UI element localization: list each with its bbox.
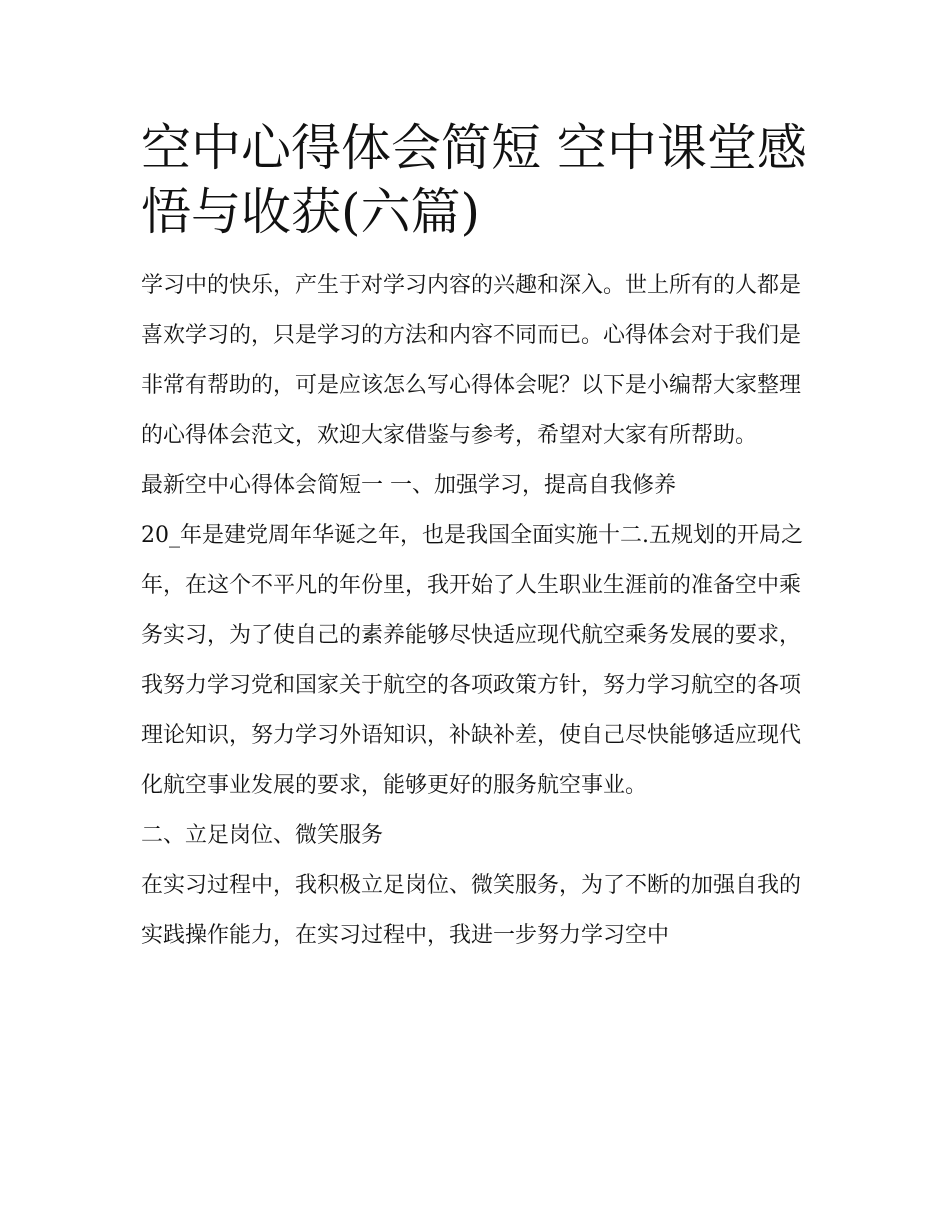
section-one-heading: 最新空中心得体会简短一 一、加强学习，提高自我修养: [141, 473, 676, 498]
section-one-paragraph: 20_年是建党周年华诞之年，也是我国全面实施十二.五规划的开局之年，在这个不平凡的年份里，我开始了人生职业生涯前的准备空中乘务实习，为了使自己的素养能够尽快适应现代航空乘务发展的要求，我努力学习党和国家关于航空的各项政策方针，努力学习航空的各项理论知识，努力学习外语知识，补缺补差，使自己尽快能够适应现代化航空事业发展的要求，能够更好的服务航空事业。: [141, 523, 803, 798]
document-body: [141, 261, 821, 961]
document-title: 空中心得体会简短 空中课堂感悟与收获(六篇): [141, 119, 807, 241]
intro-paragraph: 学习中的快乐，产生于对学习内容的兴趣和深入。世上所有的人都是喜欢学习的，只是学习的方法和内容不同而已。心得体会对于我们是非常有帮助的，可是应该怎么写心得体会呢？以下是小编帮大家整理的心得体会范文，欢迎大家借鉴与参考，希望对大家有所帮助。: [141, 273, 802, 448]
document-content: [141, 116, 821, 961]
section-two-heading: 二、立足岗位、微笑服务: [141, 823, 384, 848]
section-two-paragraph: 在实习过程中，我积极立足岗位、微笑服务，为了不断的加强自我的实践操作能力，在实习过程中，我进一步努力学习空中: [141, 873, 802, 948]
